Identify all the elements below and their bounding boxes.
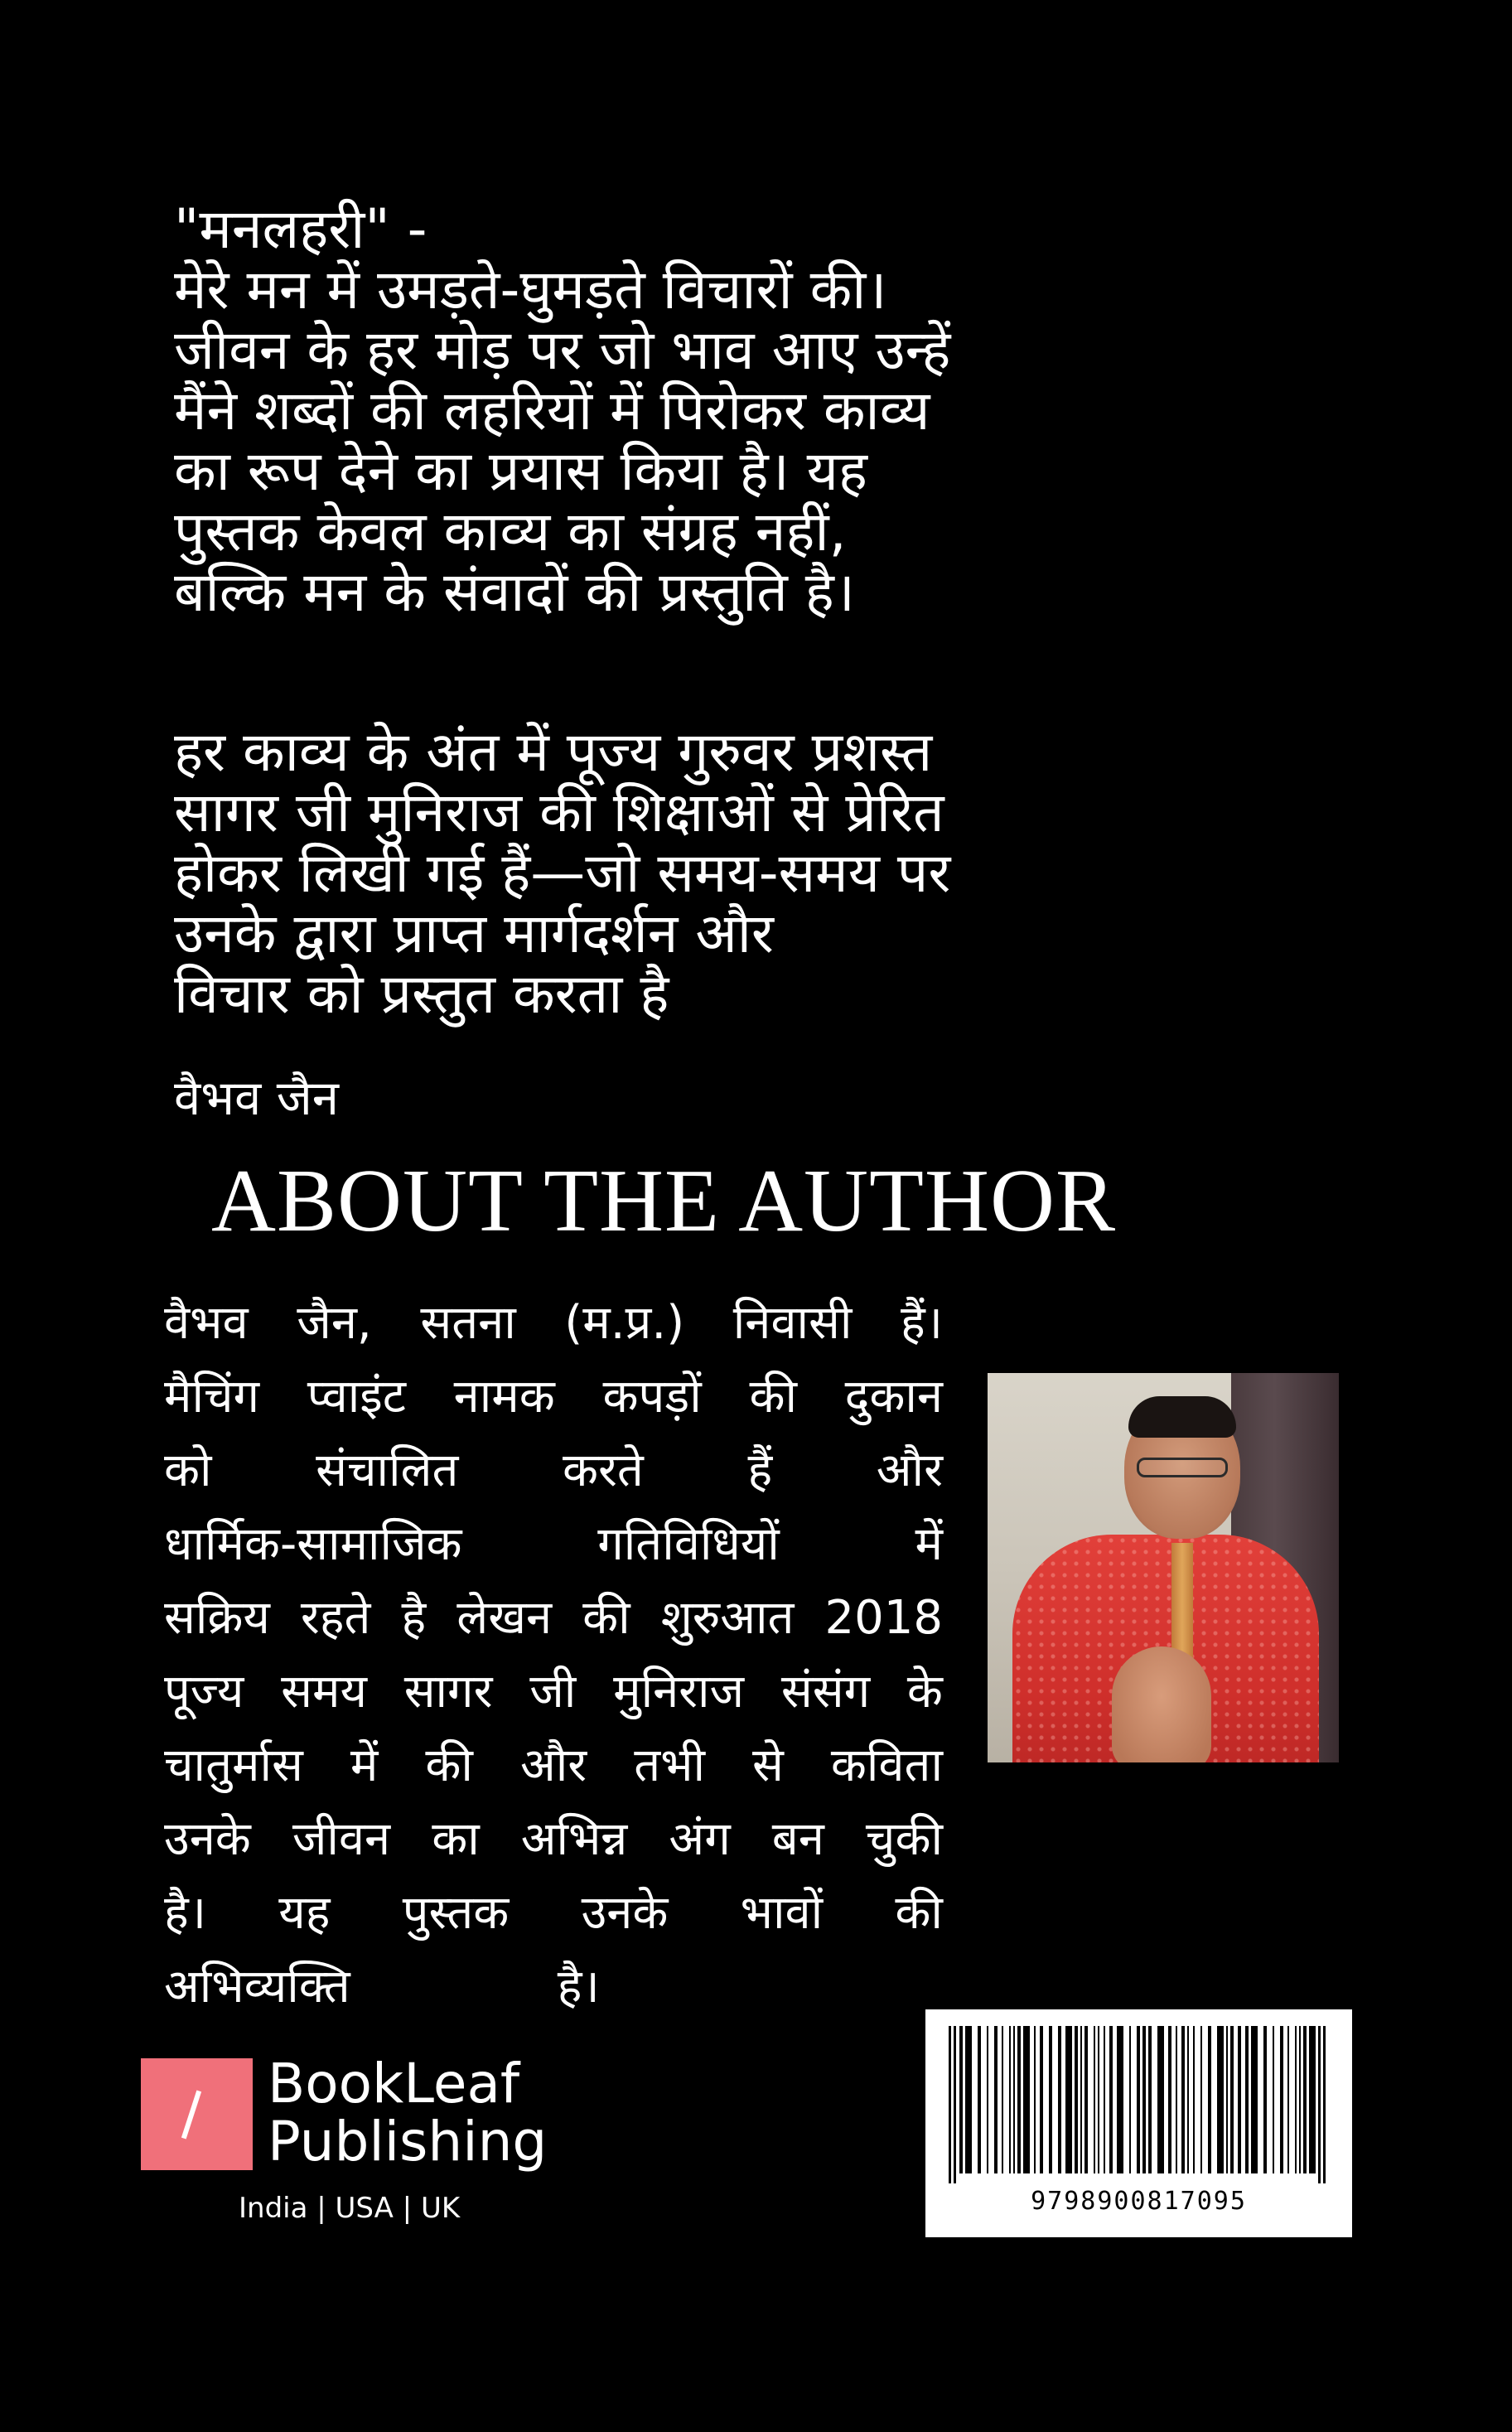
- bio-word: सतना: [420, 1296, 516, 1350]
- slash-mark-icon: [141, 2058, 253, 2170]
- barcode-bar: [1023, 2026, 1030, 2173]
- bio-word: शुरुआत: [660, 1591, 795, 1645]
- blurb-line: मेरे मन में उमड़ते-घुमड़ते विचारों की।: [174, 258, 887, 322]
- author-photo: [988, 1373, 1339, 1762]
- bio-line: [164, 1802, 943, 1876]
- bio-word: चातुर्मास: [164, 1738, 303, 1792]
- barcode-bar: [1181, 2026, 1185, 2173]
- author-signature: वैभव जैन: [174, 1070, 339, 1126]
- blurb-line: बल्कि मन के संवादों की प्रस्तुति है।: [174, 560, 855, 624]
- barcode-bar: [1058, 2026, 1061, 2173]
- bio-word: करते: [563, 1443, 644, 1497]
- barcode-bar: [994, 2026, 998, 2173]
- publisher-regions: India | USA | UK: [239, 2192, 461, 2225]
- barcode-bar: [1295, 2026, 1297, 2173]
- bio-word: पूज्य: [164, 1665, 244, 1719]
- bio-word: की: [895, 1886, 943, 1940]
- publisher-name-line2: Publishing: [268, 2110, 548, 2173]
- blurb-line: पुस्तक केवल काव्य का संग्रह नहीं,: [174, 500, 847, 563]
- bio-word: वैभव: [164, 1296, 249, 1350]
- barcode-bar: [959, 2026, 963, 2173]
- barcode-bar: [1065, 2026, 1072, 2173]
- barcode-bar: [1142, 2026, 1146, 2173]
- blurb-line: विचार को प्रस्तुत करता है: [174, 962, 669, 1026]
- bio-word: चुकी: [865, 1812, 943, 1866]
- blurb-line: का रूप देने का प्रयास किया है। यह: [174, 439, 867, 503]
- bio-word: जैन,: [297, 1296, 372, 1350]
- barcode-bar: [949, 2026, 951, 2183]
- barcode-bar: [1129, 2026, 1131, 2173]
- bio-word: जीवन: [292, 1812, 391, 1866]
- bio-word: यह: [278, 1886, 331, 1940]
- bio-word: भावों: [740, 1886, 824, 1940]
- bio-word: संसंग: [780, 1665, 871, 1719]
- barcode-bar: [1168, 2026, 1171, 2173]
- barcode-bar: [1084, 2026, 1088, 2173]
- bio-word: की: [425, 1738, 473, 1792]
- blurb-line: "मनलहरी" -: [174, 197, 428, 261]
- barcode-bar: [1013, 2026, 1015, 2173]
- bio-word: लेखन: [456, 1591, 553, 1645]
- barcode-bar: [1049, 2026, 1052, 2173]
- barcode-bar: [1094, 2026, 1095, 2173]
- bio-word: अभिव्यक्ति: [164, 1960, 350, 2014]
- back-cover-blurb: [174, 199, 1251, 1024]
- barcode-bar: [1040, 2026, 1043, 2173]
- barcode-bar: [1104, 2026, 1105, 2173]
- bio-line: [164, 1876, 943, 1950]
- blurb-line: मैंने शब्दों की लहरियों में पिरोकर काव्य: [174, 379, 930, 442]
- barcode-bar: [1318, 2026, 1321, 2183]
- barcode-bar: [987, 2026, 988, 2173]
- bio-word: है: [401, 1591, 427, 1645]
- barcode-bar: [1287, 2026, 1289, 2173]
- bio-word: और: [519, 1738, 587, 1792]
- barcode-bar: [1009, 2026, 1011, 2173]
- barcode-bar: [1109, 2026, 1113, 2173]
- blurb-line: जीवन के हर मोड़ पर जो भाव आए उन्हें: [174, 318, 951, 382]
- bio-word: उनके: [164, 1812, 251, 1866]
- bio-line: [164, 1655, 943, 1729]
- bio-word: कविता: [830, 1738, 943, 1792]
- barcode-bar: [1245, 2026, 1249, 2173]
- bio-word: अंग: [669, 1812, 731, 1866]
- barcode-bar: [1323, 2026, 1326, 2183]
- barcode-bar: [1263, 2026, 1267, 2173]
- bio-word: सागर: [403, 1665, 493, 1719]
- author-bio: [164, 1286, 943, 2023]
- barcode-bar: [1200, 2026, 1202, 2173]
- bio-line: [164, 1950, 943, 2023]
- barcode-bar: [1309, 2026, 1316, 2173]
- bio-word: सक्रिय: [164, 1591, 270, 1645]
- blurb-line: हर काव्य के अंत में पूज्य गुरुवर प्रशस्त: [174, 720, 933, 784]
- bio-word: में: [350, 1738, 379, 1792]
- about-author-heading: ABOUT THE AUTHOR: [211, 1152, 1117, 1250]
- bio-word: 2018: [824, 1591, 943, 1645]
- bio-word: संचालित: [316, 1443, 459, 1497]
- barcode-bar: [1251, 2026, 1258, 2173]
- bio-word: का: [432, 1812, 480, 1866]
- bio-word: दुकान: [844, 1370, 943, 1424]
- barcode-bar: [1080, 2026, 1082, 2173]
- barcode-bar: [1157, 2026, 1164, 2173]
- barcode-bar: [1002, 2026, 1003, 2173]
- bio-word: से: [752, 1738, 784, 1792]
- bio-word: निवासी: [732, 1296, 853, 1350]
- barcode-bar: [1075, 2026, 1078, 2173]
- barcode-bar: [1117, 2026, 1123, 2173]
- bio-word: प्वाइंट: [307, 1370, 406, 1424]
- bio-word: (म.प्र.): [564, 1296, 685, 1350]
- bio-word: हैं।: [900, 1296, 943, 1350]
- bio-word: तभी: [634, 1738, 705, 1792]
- barcode-bar: [1226, 2026, 1228, 2173]
- bio-line: [164, 1507, 943, 1581]
- bio-word: जी: [529, 1665, 577, 1719]
- publisher-logo: [141, 2052, 555, 2225]
- isbn-number: 9798900817095: [1031, 2187, 1247, 2216]
- barcode-bar: [978, 2026, 981, 2173]
- bio-line: [164, 1286, 943, 1360]
- barcode-bar: [1176, 2026, 1177, 2173]
- isbn-barcode: [925, 2009, 1352, 2237]
- bio-word: हैं: [747, 1443, 773, 1497]
- bio-word: अभिन्न: [520, 1812, 628, 1866]
- bio-word: की: [582, 1591, 630, 1645]
- barcode-bar: [1098, 2026, 1099, 2173]
- bio-word: को: [164, 1443, 212, 1497]
- bio-line: [164, 1434, 943, 1507]
- bio-word: उनके: [581, 1886, 669, 1940]
- barcode-bar: [954, 2026, 956, 2183]
- bio-word: मैचिंग: [164, 1370, 260, 1424]
- bio-word: कपड़ों: [602, 1370, 702, 1424]
- barcode-bar: [1208, 2026, 1211, 2173]
- blurb-line: सागर जी मुनिराज की शिक्षाओं से प्रेरित: [174, 781, 944, 844]
- bio-word: बन: [771, 1812, 824, 1866]
- bio-word: में: [915, 1517, 943, 1571]
- barcode-bar: [1273, 2026, 1274, 2173]
- barcode-bar: [1137, 2026, 1140, 2173]
- bio-word: है।: [557, 1960, 600, 2014]
- barcode-bar: [1148, 2026, 1152, 2173]
- bio-line: [164, 1729, 943, 1802]
- blurb-line: उनके द्वारा प्राप्त मार्गदर्शन और: [174, 902, 774, 965]
- bio-word: है।: [164, 1886, 206, 1940]
- bio-word: रहते: [300, 1591, 371, 1645]
- bio-word: धार्मिक-सामाजिक: [164, 1517, 462, 1571]
- bio-line: [164, 1581, 943, 1655]
- bio-word: के: [906, 1665, 943, 1719]
- bio-word: नामक: [453, 1370, 555, 1424]
- bio-word: पुस्तक: [402, 1886, 510, 1940]
- barcode-bar: [1034, 2026, 1036, 2173]
- blurb-line: होकर लिखी गई हैं—जो समय-समय पर: [174, 841, 951, 905]
- barcode-bar: [1238, 2026, 1241, 2173]
- barcode-bar: [1299, 2026, 1301, 2173]
- barcode-bars: [925, 2009, 1352, 2183]
- barcode-bar: [1303, 2026, 1307, 2173]
- bio-word: समय: [281, 1665, 367, 1719]
- barcode-bar: [1280, 2026, 1283, 2173]
- bio-word: और: [876, 1443, 943, 1497]
- bio-word: की: [749, 1370, 797, 1424]
- barcode-bar: [1230, 2026, 1234, 2173]
- barcode-bar: [1017, 2026, 1021, 2173]
- bio-word: गतिविधियों: [597, 1517, 780, 1571]
- publisher-name-line1: BookLeaf: [268, 2052, 520, 2115]
- barcode-bar: [1217, 2026, 1224, 2173]
- bio-line: [164, 1360, 943, 1434]
- bio-word: मुनिराज: [613, 1665, 745, 1719]
- barcode-bar: [1193, 2026, 1195, 2173]
- barcode-bar: [1187, 2026, 1189, 2173]
- barcode-bar: [965, 2026, 972, 2173]
